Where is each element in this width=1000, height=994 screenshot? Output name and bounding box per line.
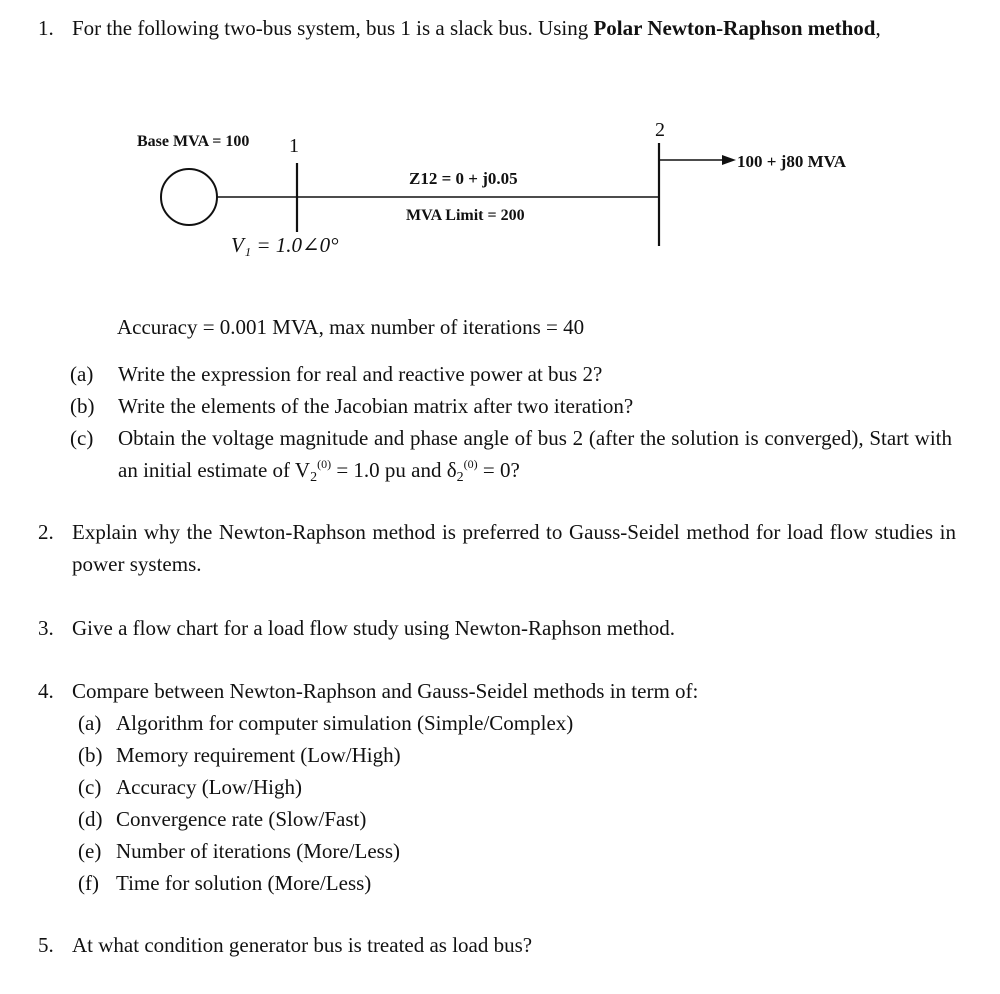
question-number: 5.	[38, 933, 54, 957]
bus-1-voltage: V₁ = 1.0∠0°	[231, 233, 339, 257]
part-f: (f) Time for solution (More/Less)	[78, 871, 372, 895]
part-a: (a) Write the expression for real and reactive power at bus 2?	[70, 362, 603, 386]
load-arrow-icon	[722, 155, 736, 165]
question-number: 2.	[38, 520, 54, 544]
method-name: Polar Newton-Raphson method	[593, 16, 876, 40]
load-value: 100 + j80 MVA	[737, 152, 847, 171]
part-a: (a) Algorithm for computer simulation (Simple/Complex)	[78, 711, 574, 735]
question-text: For the following two-bus system, bus 1 is a slack bus. Using Polar Newton-Raphson method,	[72, 16, 881, 40]
part-e: (e) Number of iterations (More/Less)	[78, 839, 401, 863]
question-4-parts	[78, 707, 878, 899]
part-c: (c) Obtain the voltage magnitude and phase angle of bus 2 (after the solution is converged), Start with an initial estimate of $V_2^{(0)} = 1.0$ pu and $\delta_2^{(0)} = 0$?	[70, 426, 952, 485]
generator-symbol	[161, 169, 217, 225]
part-d: (d) Convergence rate (Slow/Fast)	[78, 807, 367, 831]
question-number: 4.	[38, 679, 54, 703]
question-3	[38, 612, 956, 644]
part-b: (b) Memory requirement (Low/High)	[78, 743, 401, 767]
question-number: 3.	[38, 616, 54, 640]
question-text: Give a flow chart for a load flow study using Newton-Raphson method.	[72, 616, 676, 640]
line-impedance: Z12 = 0 + j0.05	[409, 169, 518, 188]
question-5	[38, 929, 956, 961]
question-text: Explain why the Newton-Raphson method is preferred to Gauss-Seidel method for load flow studies in power systems.	[72, 520, 956, 576]
question-number: 1.	[38, 16, 54, 40]
question-1-parts	[70, 358, 952, 486]
bus-2-label: 2	[655, 119, 665, 141]
question-2	[38, 516, 956, 580]
question-4	[38, 675, 956, 707]
part-c: (c) Accuracy (Low/High)	[78, 775, 303, 799]
accuracy-statement: Accuracy = 0.001 MVA, max number of iterations = 40	[117, 315, 585, 339]
part-b: (b) Write the elements of the Jacobian matrix after two iteration?	[70, 394, 634, 418]
question-text: At what condition generator bus is treated as load bus?	[72, 933, 533, 957]
question-text: Compare between Newton-Raphson and Gauss-Seidel methods in term of:	[72, 679, 699, 703]
mva-limit: MVA Limit = 200	[406, 207, 525, 224]
base-mva-label: Base MVA = 100	[137, 133, 250, 150]
bus-1-label: 1	[289, 135, 299, 157]
